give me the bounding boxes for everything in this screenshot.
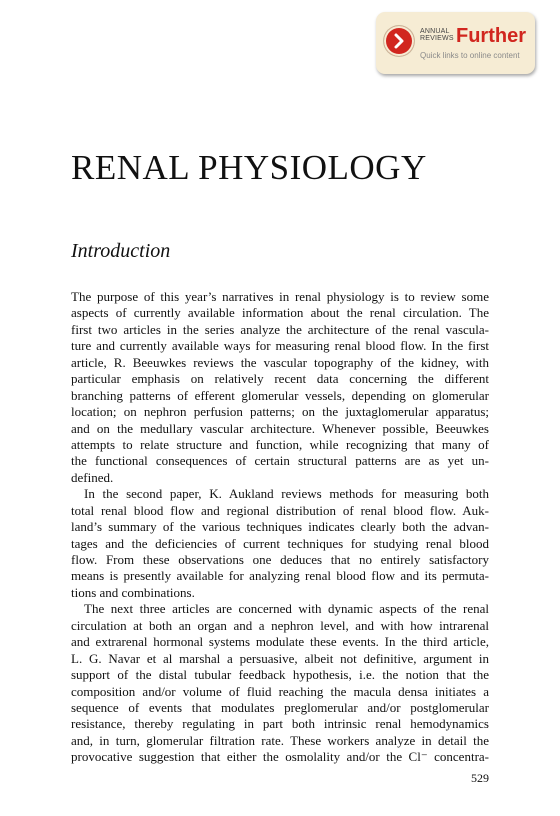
text-line: and on the medullary vascular architecture. Whenever possible, Beeuwkes	[71, 420, 489, 436]
badge-annual-label: ANNUAL	[420, 28, 450, 35]
badge-annual-reviews	[420, 28, 454, 42]
text-line: and extrarenal hormonal systems modulate these events. In the third article,	[71, 634, 489, 650]
text-line: provocative suggestion that either the osmolality and/or the Cl⁻ concentra-	[71, 749, 489, 765]
text-line: The next three articles are concerned with dynamic aspects of the renal	[84, 601, 489, 617]
text-line: and, in turn, glomerular filtration rate. These workers analyze in detail the	[71, 732, 489, 748]
badge-quick-links-label: Quick links to online content	[420, 51, 520, 60]
chevron-right-icon	[384, 26, 414, 56]
badge-reviews-label: REVIEWS	[420, 35, 454, 42]
text-line: total renal blood flow and regional distribution of renal blood flow. Auk-	[71, 502, 489, 518]
text-line: sequence of events that modulates preglomerular and/or postglomerular	[71, 699, 489, 715]
text-line: support of the distal tubular feedback hypothesis, i.e. the notion that the	[71, 667, 489, 683]
text-line: In the second paper, K. Aukland reviews methods for measuring both	[84, 486, 489, 502]
text-line: particular emphasis on relatively recent data concerning the different	[71, 371, 489, 387]
text-line: ture and currently available ways for measuring renal blood flow. In the first	[71, 338, 489, 354]
text-line: tages and the deficiencies of current techniques for studying renal blood	[71, 535, 489, 551]
further-badge[interactable]	[376, 12, 535, 74]
text-line: means is presently available for analyzing renal blood flow and its permuta-	[71, 568, 489, 584]
body-text	[71, 289, 489, 766]
text-line: aspects of currently available information about the renal circulation. The	[71, 305, 489, 321]
section-heading: Introduction	[71, 240, 171, 262]
page-number: 529	[471, 771, 489, 785]
text-line: first two articles in the series analyze the architecture of the renal vascula-	[71, 321, 489, 337]
text-line: composition and/or volume of fluid reaching the macula densa initiates a	[71, 683, 489, 699]
badge-further-label: Further	[456, 25, 526, 47]
text-line: defined.	[71, 469, 114, 485]
text-line: article, R. Beeuwkes reviews the vascular topography of the kidney, with	[71, 354, 489, 370]
text-line: flow. From these observations one deduces that no entirely satisfactory	[71, 552, 489, 567]
text-line: L. G. Navar et al marshal a persuasive, albeit not definitive, argument in	[71, 650, 489, 666]
text-line: the functional consequences of certain structural patterns are as yet un-	[71, 453, 489, 469]
text-line: land’s summary of the various techniques indicates clearly both the advan-	[71, 519, 489, 535]
text-line: branching patterns of efferent glomerular vessels, depending on glomerular	[71, 387, 489, 403]
chapter-title: RENAL PHYSIOLOGY	[71, 148, 427, 187]
text-line: location; on nephron perfusion patterns; on the juxtaglomerular apparatus;	[71, 404, 489, 420]
text-line: tions and combinations.	[71, 584, 195, 600]
text-line: attempts to relate structure and function, while recognizing that many of	[71, 436, 489, 452]
text-line: circulation at both an organ and a nephron level, and with how intrarenal	[71, 617, 489, 633]
text-line: resistance, thereby regulating in part both intrinsic renal hemodynamics	[71, 716, 489, 732]
text-line: The purpose of this year’s narratives in renal physiology is to review some	[71, 289, 489, 304]
